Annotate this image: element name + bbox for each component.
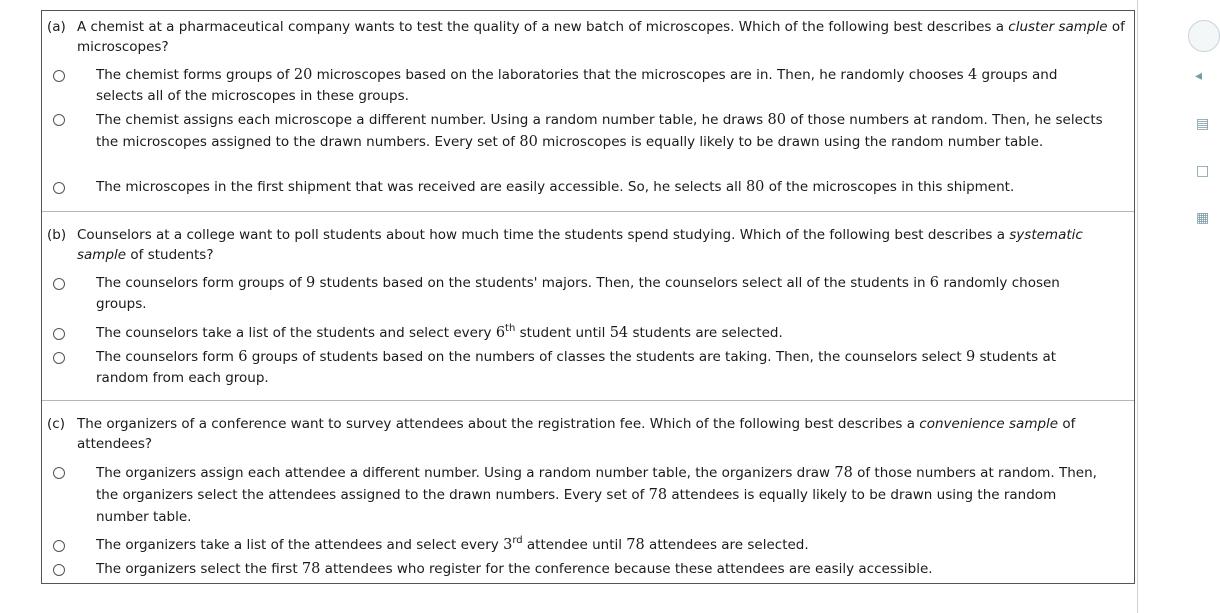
option-b-1[interactable] — [50, 273, 1104, 315]
toolbar-divider — [1137, 0, 1138, 613]
option-c-1-text: The organizers assign each attendee a different number. Using a random number table, the organizers draw 78 of those numbers at random. Then, the organizers select the attendees assigned to the drawn numbers. Every set of 78 attendees is equally likely to be drawn using the random number table. — [96, 465, 1097, 525]
tool-button-icon[interactable] — [1188, 20, 1220, 52]
question-part-b — [42, 211, 1134, 401]
question-b-prompt: (b) Counselors at a college want to poll students about how much time the students spend studying. Which of the following best describes a systematic sample of students? — [47, 227, 1083, 263]
question-c-prompt: (c) The organizers of a conference want to survey attendees about the registration fee. Which of the following best describes a convenience sample of attendees? — [47, 416, 1076, 452]
radio-button[interactable] — [53, 540, 65, 552]
question-a-prompt: (a) A chemist at a pharmaceutical company wants to test the quality of a new batch of microscopes. Which of the following best describes a cluster sample of microscopes? — [47, 19, 1125, 55]
option-a-3-text: The microscopes in the first shipment that was received are easily accessible. So, he selects all 80 of the microscopes in this shipment. — [96, 179, 1015, 195]
option-b-2-text: The counselors take a list of the students and select every 6th student until 54 students are selected. — [96, 323, 783, 341]
radio-button[interactable] — [53, 278, 65, 290]
option-b-1-text: The counselors form groups of 9 students based on the students' majors. Then, the counselors select all of the students in 6 randomly chosen groups. — [96, 275, 1060, 312]
option-c-2[interactable] — [50, 535, 1104, 556]
radio-button[interactable] — [53, 114, 65, 126]
option-b-3-text: The counselors form 6 groups of students based on the numbers of classes the students are taking. Then, the counselors select 9 students at random from each group. — [96, 349, 1057, 386]
option-c-1[interactable] — [50, 462, 1104, 528]
option-a-1-text: The chemist forms groups of 20 microscopes based on the laboratories that the microscopes are in. Then, he randomly chooses 4 groups and selects all of the microscopes in these groups. — [96, 67, 1058, 104]
option-c-2-text: The organizers take a list of the attendees and select every 3rd attendee until 78 attendees are selected. — [96, 535, 809, 553]
radio-button[interactable] — [53, 70, 65, 82]
question-c-label: (c) — [47, 416, 65, 432]
question-part-c — [42, 400, 1134, 585]
radio-button[interactable] — [53, 328, 65, 340]
option-b-3[interactable] — [50, 347, 1104, 389]
option-b-2[interactable] — [50, 323, 1104, 344]
question-part-a — [42, 11, 1134, 211]
option-a-1[interactable] — [50, 65, 1104, 107]
option-a-3[interactable] — [50, 177, 1104, 198]
quiz-panel — [41, 10, 1135, 584]
question-a-label: (a) — [47, 19, 66, 35]
option-a-2-text: The chemist assigns each microscope a different number. Using a random number table, he draws 80 of those numbers at random. Then, he selects the microscopes assigned to the drawn numbers. Every set of 80 microscopes is equally likely to be drawn using the random number table. — [96, 112, 1103, 150]
question-b-emphasis: systematic sample — [77, 227, 1083, 263]
calculator-icon[interactable]: ◂ — [1195, 68, 1203, 84]
option-a-2[interactable] — [50, 109, 1104, 153]
question-b-label: (b) — [47, 227, 67, 243]
data-table-icon[interactable]: □ — [1196, 163, 1210, 179]
radio-button[interactable] — [53, 182, 65, 194]
option-c-3[interactable] — [50, 559, 1104, 580]
question-a-emphasis: cluster sample — [1008, 19, 1108, 35]
grid-icon[interactable]: ▦ — [1196, 210, 1210, 226]
option-c-3-text: The organizers select the first 78 attendees who register for the conference because these attendees are easily accessible. — [96, 561, 933, 577]
radio-button[interactable] — [53, 352, 65, 364]
question-c-emphasis: convenience sample — [919, 416, 1059, 432]
radio-button[interactable] — [53, 467, 65, 479]
checkbox-icon[interactable]: ▤ — [1196, 116, 1210, 132]
radio-button[interactable] — [53, 564, 65, 576]
